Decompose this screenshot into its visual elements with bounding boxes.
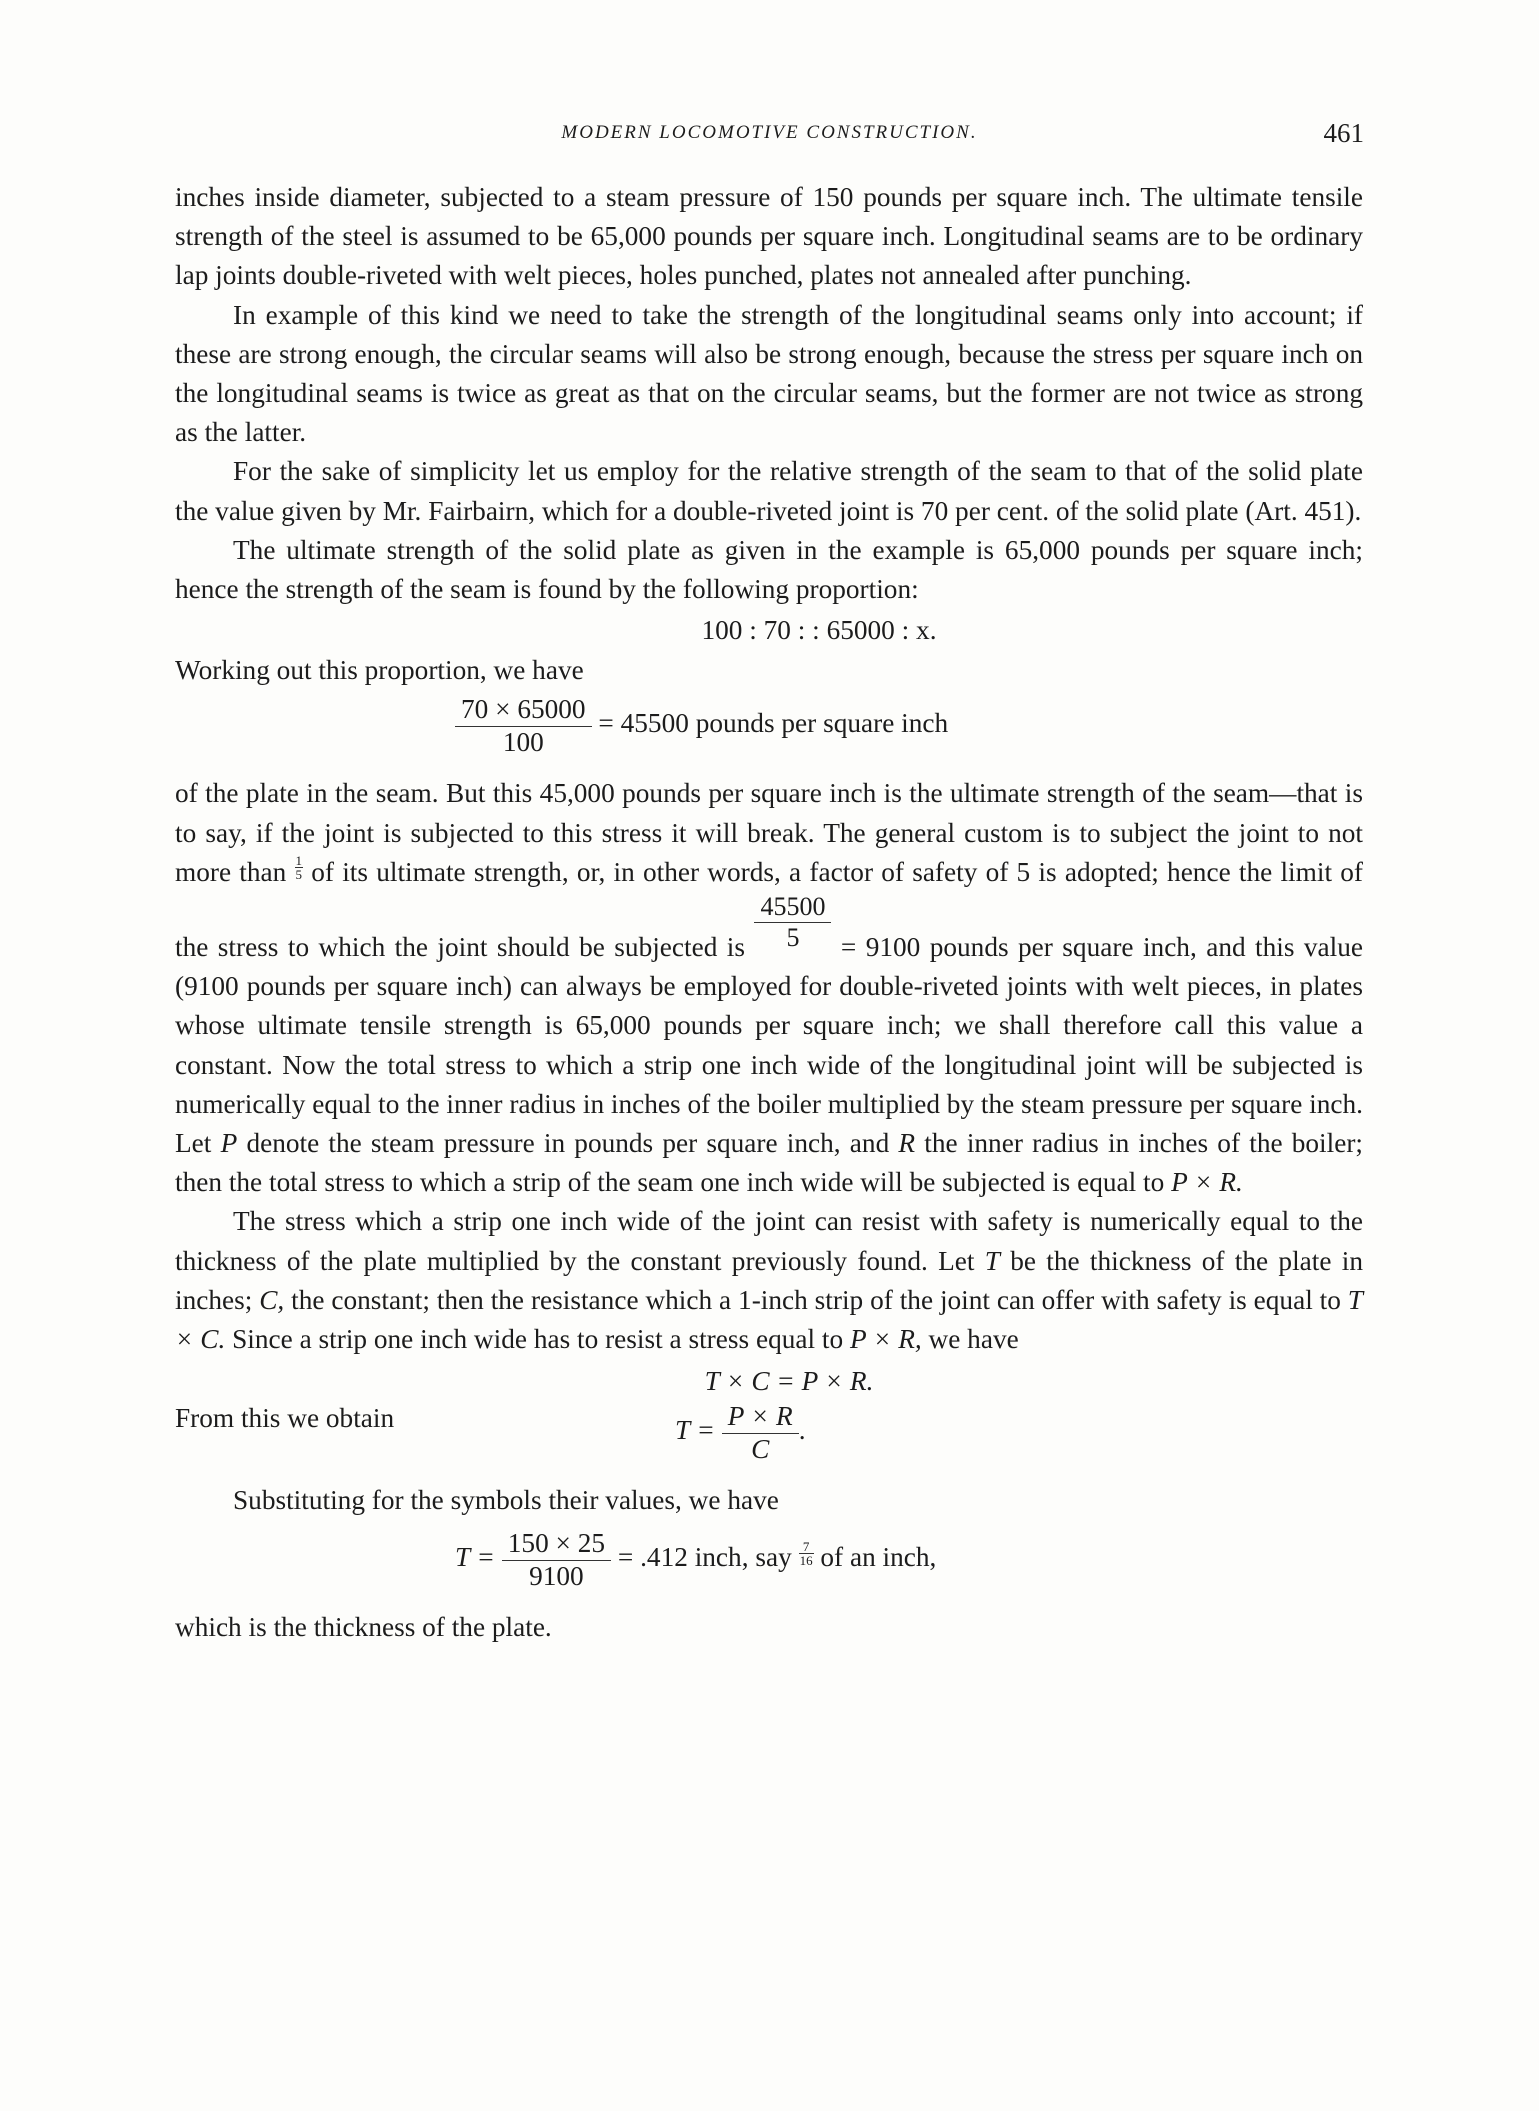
fraction-numerator: 70 × 65000 [461,694,586,725]
paragraph-3: For the sake of simplicity let us employ for the relative strength of the seam to that of the solid plate the value given by Mr. Fairbairn, which for a double-riveted joint is 70 per cent. of the solid plate (Art. 451). [175,456,1363,526]
paragraph-7 [175,1202,1363,1359]
paragraph-6-part-a: of the plate in the seam. But this 45,000 pounds per square inch is the ultimate strength of the seam—that is to say, if the joint is subjected to this stress it will break. The general custom is to subject the joint to not more than [175,778,1363,887]
body-text [175,178,1363,1648]
equation-final-row [175,1520,1363,1608]
paragraph-7-part-c: the constant; then the resistance which a 1-inch strip of the joint can offer with safety is equal to [291,1284,1341,1315]
paragraph-7-part-a: The stress which a strip one inch wide of the joint can resist with safety is numerically equal to the thickness of the plate multiplied by the constant previously found. Let [175,1206,1363,1276]
running-head [0,120,1539,150]
running-title: MODERN LOCOMOTIVE CONSTRUCTION. [561,122,978,143]
equation-t-row [175,1403,1363,1481]
paragraph-4: The ultimate strength of the solid plate as given in the example is 65,000 pounds per square inch; hence the strength of the seam is found by the following proportion: [175,534,1363,605]
fraction-numerator: P × R [727,1401,793,1432]
product-p-r: P × R, [849,1323,922,1354]
fraction-numerator: 7 [802,1538,810,1554]
page-number: 461 [1323,118,1364,148]
fraction-numerator: 45500 [760,892,826,922]
stress-limit-fraction [754,892,831,953]
paragraph-7-part-d: Since a strip one inch wide has to resist a stress equal to [232,1323,844,1354]
symbol-t: T [984,1245,1000,1276]
fraction-denominator: C [722,1433,799,1465]
fraction-numerator: 150 × 25 [507,1528,606,1559]
from-label: From this we obtain [175,1403,395,1434]
one-fifth-fraction [295,854,304,881]
fraction [502,1528,611,1592]
paragraph-6 [175,774,1363,1202]
fraction-denominator: 9100 [502,1560,611,1592]
fraction-denominator: 5 [754,922,831,953]
paragraph-5: Working out this proportion, we have [175,655,584,686]
equation-strength [175,690,1363,774]
equation-end: . [798,1415,806,1446]
product-t-c: T × C. [175,1284,1363,1354]
product-p-r: P × R. [1171,1167,1243,1198]
fraction-denominator: 100 [455,726,592,758]
fraction-numerator: 1 [295,852,303,868]
fraction [455,694,592,758]
proportion-equation [175,609,1363,651]
fraction-denominator: 16 [799,1552,813,1568]
equation-t [675,1401,806,1465]
paragraph-7-part-b: be the thickness of the plate in inches; [175,1245,1363,1315]
paragraph-6-part-c: = 9100 pounds per square inch, and this value (9100 pounds per square inch) can always be employed for double-riveted joints with welt pieces, in plates whose ultimate tensile strength is 65,000 pounds per square inch; we shall therefore call this value a constant. Now the total stress to which a strip one inch wide of the longitudinal joint will be subjected is numerically equal to the inner radius in inches of the boiler multiplied by the steam pressure per square inch. Let [175,931,1364,1158]
equation-tail: of an inch, [820,1542,937,1573]
seven-sixteenths-fraction [799,1540,814,1567]
symbol-p: P [220,1127,238,1158]
paragraph-7-part-e: we have [928,1323,1019,1354]
symbol-r: R [898,1127,916,1158]
fraction [722,1401,799,1465]
equation-final [455,1528,936,1592]
paragraph-6-part-b: of its ultimate strength, or, in other words, a factor of safety of 5 is adopted; hence the limit of the stress to which the joint should be subjected is [175,856,1363,962]
equation-result: = .412 inch, say [617,1542,792,1573]
equation-result: = 45500 pounds per square inch [598,708,949,739]
paragraph-1: inches inside diameter, subjected to a steam pressure of 150 pounds per square inch. The ultimate tensile strength of the steel is assumed to be 65,000 pounds per square inch. Longitudinal seams are to be ordinary lap joints double-riveted with welt pieces, holes punched, plates not annealed after punching. [175,182,1363,291]
paragraph-8: Substituting for the symbols their values, we have [233,1485,779,1516]
equation-t-c-equals-p-r: T × C = P × R. [704,1366,874,1397]
paragraph-6-part-e: the inner radius in inches of the boiler; then the total stress to which a strip of the seam one inch wide will be subjected is equal to [175,1127,1364,1198]
paragraph-2: In example of this kind we need to take the strength of the longitudinal seams only into account; if these are strong enough, the circular seams will also be strong enough, because the stress per square inch on the longitudinal seams is twice as great as that on the circular seams, but the former are not twice as strong as the latter. [175,299,1363,448]
proportion-text: 100 : 70 : : 65000 : x. [701,615,937,646]
equation-lhs: T = [675,1415,715,1446]
paragraph-6-part-d: denote the steam pressure in pounds per square inch, and [246,1127,890,1158]
equation-lhs: T = [455,1542,495,1573]
symbol-c: C, [259,1284,285,1315]
fraction-denominator: 5 [295,866,303,882]
paragraph-9: which is the thickness of the plate. [175,1612,552,1643]
